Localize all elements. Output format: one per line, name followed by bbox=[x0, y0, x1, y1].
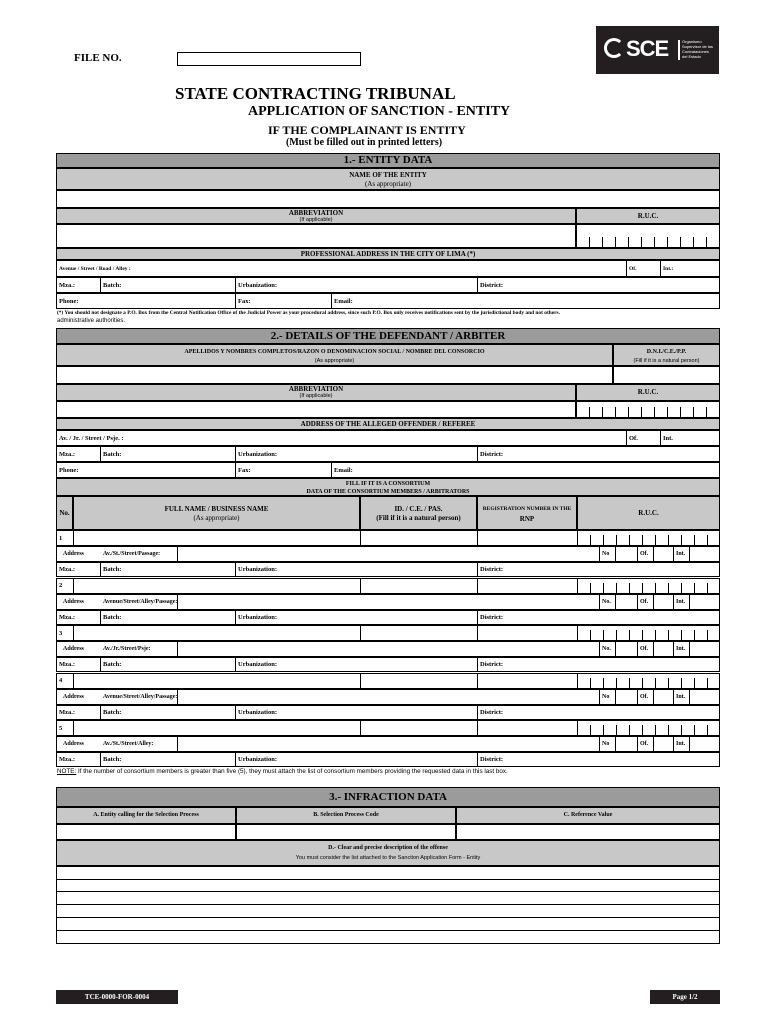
col-a-header: A. Entity calling for the Selection Process bbox=[56, 807, 236, 824]
defendant-names-label: APELLIDOS Y NOMBRES COMPLETOS/RAZON O DENOMINACION SOCIAL / NOMBRE DEL CONSORCIO bbox=[184, 349, 485, 355]
member-name-field[interactable] bbox=[74, 674, 361, 688]
entity-address-row bbox=[56, 260, 720, 277]
member-district-field[interactable]: District: bbox=[480, 613, 504, 621]
member-street-field[interactable] bbox=[178, 737, 600, 751]
member-no-field[interactable]: No bbox=[602, 693, 610, 700]
section1-header: 1.- ENTITY DATA bbox=[56, 153, 720, 168]
entity-abbr-label: ABBREVIATION bbox=[288, 209, 344, 217]
member-no-field[interactable]: No bbox=[602, 741, 610, 748]
member-address-label: Address bbox=[63, 693, 84, 700]
col-id-header bbox=[360, 496, 477, 530]
member-row bbox=[56, 530, 720, 546]
defendant-phone-field[interactable]: Phone: bbox=[59, 466, 79, 474]
col-b-header: B. Selection Process Code bbox=[236, 807, 456, 824]
member-urb-field[interactable]: Urbanization: bbox=[238, 661, 277, 669]
member-number: 1 bbox=[59, 534, 63, 542]
file-no-field[interactable] bbox=[177, 52, 361, 66]
member-urb-field[interactable]: Urbanization: bbox=[238, 756, 277, 764]
col-id-sub: (Fill if it is a natural person) bbox=[376, 514, 461, 522]
member-int-field[interactable]: Int. bbox=[676, 551, 686, 557]
member-ruc-field[interactable] bbox=[578, 531, 721, 545]
member-row bbox=[56, 578, 720, 594]
member-int-field[interactable]: Int. bbox=[676, 741, 686, 748]
defendant-address-row bbox=[56, 430, 720, 446]
member-of-field[interactable]: Of. bbox=[640, 741, 649, 748]
col-ruc-header: R.U.C. bbox=[577, 496, 720, 530]
form-code: TCE-0000-FOR-0004 bbox=[56, 990, 178, 1004]
defendant-names-header bbox=[56, 344, 613, 366]
member-int-field[interactable]: Int. bbox=[676, 693, 686, 700]
member-batch-field[interactable]: Batch: bbox=[103, 756, 122, 764]
page-number: Page 1/2 bbox=[650, 990, 720, 1004]
col-b-field[interactable] bbox=[236, 824, 456, 840]
logo-small-text: Organismo Supervisor de las Contrataciones del Estado bbox=[682, 39, 713, 59]
entity-name-header bbox=[56, 168, 720, 190]
col-name-sub: (As appropriate) bbox=[193, 514, 240, 522]
member-id-field[interactable] bbox=[361, 674, 478, 688]
defendant-district-field[interactable]: District: bbox=[480, 450, 504, 458]
member-int-field[interactable]: Int. bbox=[676, 646, 686, 653]
member-of-field[interactable]: Of. bbox=[640, 646, 649, 653]
member-address-label: Address bbox=[63, 646, 84, 653]
entity-batch-field[interactable]: Batch: bbox=[103, 281, 122, 289]
member-ruc-field[interactable] bbox=[578, 579, 721, 593]
member-no-field[interactable]: No. bbox=[602, 646, 611, 653]
page-title: STATE CONTRACTING TRIBUNAL bbox=[175, 84, 456, 103]
defendant-address-header: ADDRESS OF THE ALLEGED OFFENDER / REFEREE bbox=[56, 418, 720, 430]
col-name-label: FULL NAME / BUSINESS NAME bbox=[164, 505, 269, 513]
entity-avenue-field[interactable]: Avenue / Street / Road / Alley : bbox=[59, 265, 131, 272]
page-subtitle-3: (Must be filled out in printed letters) bbox=[286, 137, 443, 148]
entity-int-field[interactable]: Int.: bbox=[663, 265, 674, 272]
col-reg-sub: RNP bbox=[519, 515, 535, 523]
defendant-avenue-field[interactable]: Av. / Jr. / Street / Psje. : bbox=[59, 434, 124, 442]
member-district-field[interactable]: District: bbox=[480, 708, 504, 716]
entity-address-header: PROFESSIONAL ADDRESS IN THE CITY OF LIMA (*) bbox=[56, 248, 720, 260]
entity-district-field[interactable]: District: bbox=[480, 281, 504, 289]
member-mza-field[interactable]: Mza.: bbox=[59, 613, 76, 621]
member-name-field[interactable] bbox=[74, 626, 361, 640]
defendant-names-field[interactable] bbox=[56, 366, 613, 384]
member-address-label: Address bbox=[63, 741, 84, 748]
col-id-label: ID. / C.E. / PAS. bbox=[394, 505, 443, 513]
member-address-label: Address bbox=[63, 551, 84, 557]
entity-name-label: NAME OF THE ENTITY bbox=[349, 171, 427, 179]
member-row bbox=[56, 720, 720, 736]
defendant-abbr-label: ABBREVIATION bbox=[288, 385, 344, 393]
col-a-field[interactable] bbox=[56, 824, 236, 840]
defendant-batch-field[interactable]: Batch: bbox=[103, 450, 122, 458]
member-mza-field[interactable]: Mza.: bbox=[59, 756, 76, 764]
member-street-label: Av./Jr./Street/Psje: bbox=[103, 646, 151, 653]
member-district-field[interactable]: District: bbox=[480, 566, 504, 573]
defendant-fax-field[interactable]: Fax: bbox=[238, 466, 251, 474]
member-id-field[interactable] bbox=[361, 579, 478, 593]
entity-abbr-field[interactable] bbox=[56, 224, 576, 248]
member-street-field[interactable] bbox=[178, 642, 600, 656]
consortium-sub: DATA OF THE CONSORTIUM MEMBERS / ARBITRATORS bbox=[306, 489, 470, 495]
defendant-mza-field[interactable]: Mza.: bbox=[59, 450, 76, 458]
consortium-title: FILL IF IT IS A CONSORTIUM bbox=[345, 481, 431, 487]
page-subtitle-2: IF THE COMPLAINANT IS ENTITY bbox=[268, 123, 466, 137]
col-no-header: No. bbox=[56, 496, 73, 530]
member-reg-field[interactable] bbox=[478, 721, 578, 735]
entity-mza-field[interactable]: Mza.: bbox=[59, 281, 76, 289]
entity-abbr-sub: (If applicable) bbox=[299, 217, 333, 223]
member-reg-field[interactable] bbox=[478, 579, 578, 593]
logo-o-icon bbox=[604, 38, 624, 58]
member-address-row bbox=[56, 689, 720, 705]
col-name-header bbox=[73, 496, 360, 530]
member-ruc-field[interactable] bbox=[578, 626, 721, 640]
member-address-row bbox=[56, 736, 720, 752]
member-mza-row bbox=[56, 657, 720, 672]
entity-phone-field[interactable]: Phone: bbox=[59, 297, 79, 305]
member-of-field[interactable]: Of. bbox=[640, 693, 649, 700]
defendant-names-sub: (As appropriate) bbox=[314, 358, 355, 364]
member-name-field[interactable] bbox=[74, 531, 361, 545]
section3-header: 3.- INFRACTION DATA bbox=[56, 787, 720, 807]
member-batch-field[interactable]: Batch: bbox=[103, 708, 122, 716]
description-field[interactable] bbox=[56, 866, 720, 944]
member-id-field[interactable] bbox=[361, 531, 478, 545]
page-subtitle: APPLICATION OF SANCTION - ENTITY bbox=[248, 104, 511, 119]
description-sub: You must consider the list attached to the Sanction Application Form - Entity bbox=[295, 855, 481, 861]
defendant-abbr-sub: (If applicable) bbox=[299, 393, 333, 399]
file-no-label: FILE NO. bbox=[74, 52, 122, 64]
logo-divider bbox=[678, 40, 680, 60]
member-no-field[interactable]: No. bbox=[602, 598, 611, 605]
member-batch-field[interactable]: Batch: bbox=[103, 613, 122, 621]
member-number: 3 bbox=[59, 629, 63, 637]
entity-name-sub: (As appropriate) bbox=[364, 180, 412, 188]
defendant-dni-field[interactable] bbox=[613, 366, 720, 384]
defendant-dni-sub: (Fill if it is a natural person) bbox=[633, 358, 700, 364]
member-number: 4 bbox=[59, 677, 63, 685]
note-text: If the number of consortium members is greater than five (5), they must attach the list of consortium members providing the requested data in this last box. bbox=[76, 768, 508, 775]
member-reg-field[interactable] bbox=[478, 626, 578, 640]
member-id-field[interactable] bbox=[361, 721, 478, 735]
member-id-field[interactable] bbox=[361, 626, 478, 640]
member-mza-row bbox=[56, 610, 720, 625]
member-mza-row bbox=[56, 562, 720, 577]
entity-ruc-header: R.U.C. bbox=[576, 208, 720, 224]
member-address-row bbox=[56, 546, 720, 562]
member-mza-field[interactable]: Mza.: bbox=[59, 661, 76, 669]
member-district-field[interactable]: District: bbox=[480, 661, 504, 669]
defendant-ruc-header: R.U.C. bbox=[576, 384, 720, 401]
member-street-label: Avenue/Street/Alley/Passage: bbox=[103, 598, 178, 605]
defendant-dni-label: D.N.I./C.E./P.P. bbox=[646, 349, 687, 355]
entity-mza-row bbox=[56, 277, 720, 293]
entity-phone-row bbox=[56, 293, 720, 309]
member-reg-field[interactable] bbox=[478, 531, 578, 545]
entity-footnote-2: administrative authorities. bbox=[57, 318, 126, 324]
member-int-field[interactable]: Int. bbox=[676, 598, 686, 605]
member-batch-field[interactable]: Batch: bbox=[103, 566, 122, 573]
osce-logo bbox=[596, 26, 719, 74]
member-row bbox=[56, 673, 720, 689]
member-no-field[interactable]: No bbox=[602, 551, 610, 557]
entity-ruc-field[interactable] bbox=[576, 224, 720, 248]
member-urb-field[interactable]: Urbanization: bbox=[238, 566, 277, 573]
defendant-mza-row bbox=[56, 446, 720, 462]
col-c-field[interactable] bbox=[456, 824, 720, 840]
defendant-int-field[interactable]: Int. bbox=[663, 434, 673, 442]
member-street-label: Av./St./Street/Alley: bbox=[103, 741, 154, 748]
member-address-row bbox=[56, 594, 720, 610]
col-reg-header bbox=[477, 496, 577, 530]
member-street-field[interactable] bbox=[178, 690, 600, 704]
consortium-header bbox=[56, 478, 720, 496]
entity-fax-field[interactable]: Fax: bbox=[238, 297, 251, 305]
member-batch-field[interactable]: Batch: bbox=[103, 661, 122, 669]
entity-urb-field[interactable]: Urbanization: bbox=[238, 281, 277, 289]
section2-header: 2.- DETAILS OF THE DEFENDANT / ARBITER bbox=[56, 328, 720, 344]
member-number: 5 bbox=[59, 724, 63, 732]
member-mza-field[interactable]: Mza.: bbox=[59, 708, 76, 716]
member-reg-field[interactable] bbox=[478, 674, 578, 688]
entity-email-field[interactable]: Email: bbox=[334, 297, 353, 305]
description-header bbox=[56, 840, 720, 866]
entity-footnote: (*) You should not designate a P.O. Box from the Central Notification Office of the Judicial Power as your procedural address, since such P.O. Box only receives notifications sent by the jurisdictional body and not others. bbox=[57, 310, 560, 316]
member-ruc-field[interactable] bbox=[578, 721, 721, 735]
col-reg-label: REGISTRATION NUMBER IN THE bbox=[482, 506, 572, 512]
defendant-ruc-field[interactable] bbox=[576, 401, 720, 418]
member-mza-field[interactable]: Mza.: bbox=[59, 566, 76, 573]
member-address-label: Address bbox=[63, 598, 84, 605]
defendant-phone-row bbox=[56, 462, 720, 478]
col-c-header: C. Reference Value bbox=[456, 807, 720, 824]
member-address-row bbox=[56, 641, 720, 657]
member-street-field[interactable] bbox=[178, 547, 600, 561]
member-mza-row bbox=[56, 705, 720, 720]
defendant-abbr-header bbox=[56, 384, 576, 401]
member-mza-row bbox=[56, 752, 720, 767]
member-street-field[interactable] bbox=[178, 595, 600, 609]
member-of-field[interactable]: Of. bbox=[640, 551, 649, 557]
defendant-email-field[interactable]: Email: bbox=[334, 466, 353, 474]
logo-text: SCE bbox=[626, 36, 669, 61]
member-name-field[interactable] bbox=[74, 721, 361, 735]
member-street-label: Av./St./Street/Passage: bbox=[103, 551, 161, 557]
entity-abbr-header bbox=[56, 208, 576, 224]
entity-name-field[interactable] bbox=[56, 190, 720, 208]
member-district-field[interactable]: District: bbox=[480, 756, 504, 764]
member-of-field[interactable]: Of. bbox=[640, 598, 649, 605]
defendant-urb-field[interactable]: Urbanization: bbox=[238, 450, 277, 458]
member-number: 2 bbox=[59, 582, 63, 590]
member-urb-field[interactable]: Urbanization: bbox=[238, 613, 277, 621]
member-ruc-field[interactable] bbox=[578, 674, 721, 688]
consortium-note bbox=[57, 768, 508, 775]
member-street-label: Avenue/Street/Alley/Passage: bbox=[103, 693, 178, 700]
note-label: NOTE: bbox=[57, 768, 77, 775]
defendant-of-field[interactable]: Of. bbox=[629, 434, 638, 442]
member-urb-field[interactable]: Urbanization: bbox=[238, 708, 277, 716]
defendant-abbr-field[interactable] bbox=[56, 401, 576, 418]
entity-of-field[interactable]: Of. bbox=[629, 265, 637, 272]
member-row bbox=[56, 625, 720, 641]
description-label: D.- Clear and precise description of the offense bbox=[328, 845, 448, 851]
defendant-dni-header bbox=[613, 344, 720, 366]
member-name-field[interactable] bbox=[74, 579, 361, 593]
